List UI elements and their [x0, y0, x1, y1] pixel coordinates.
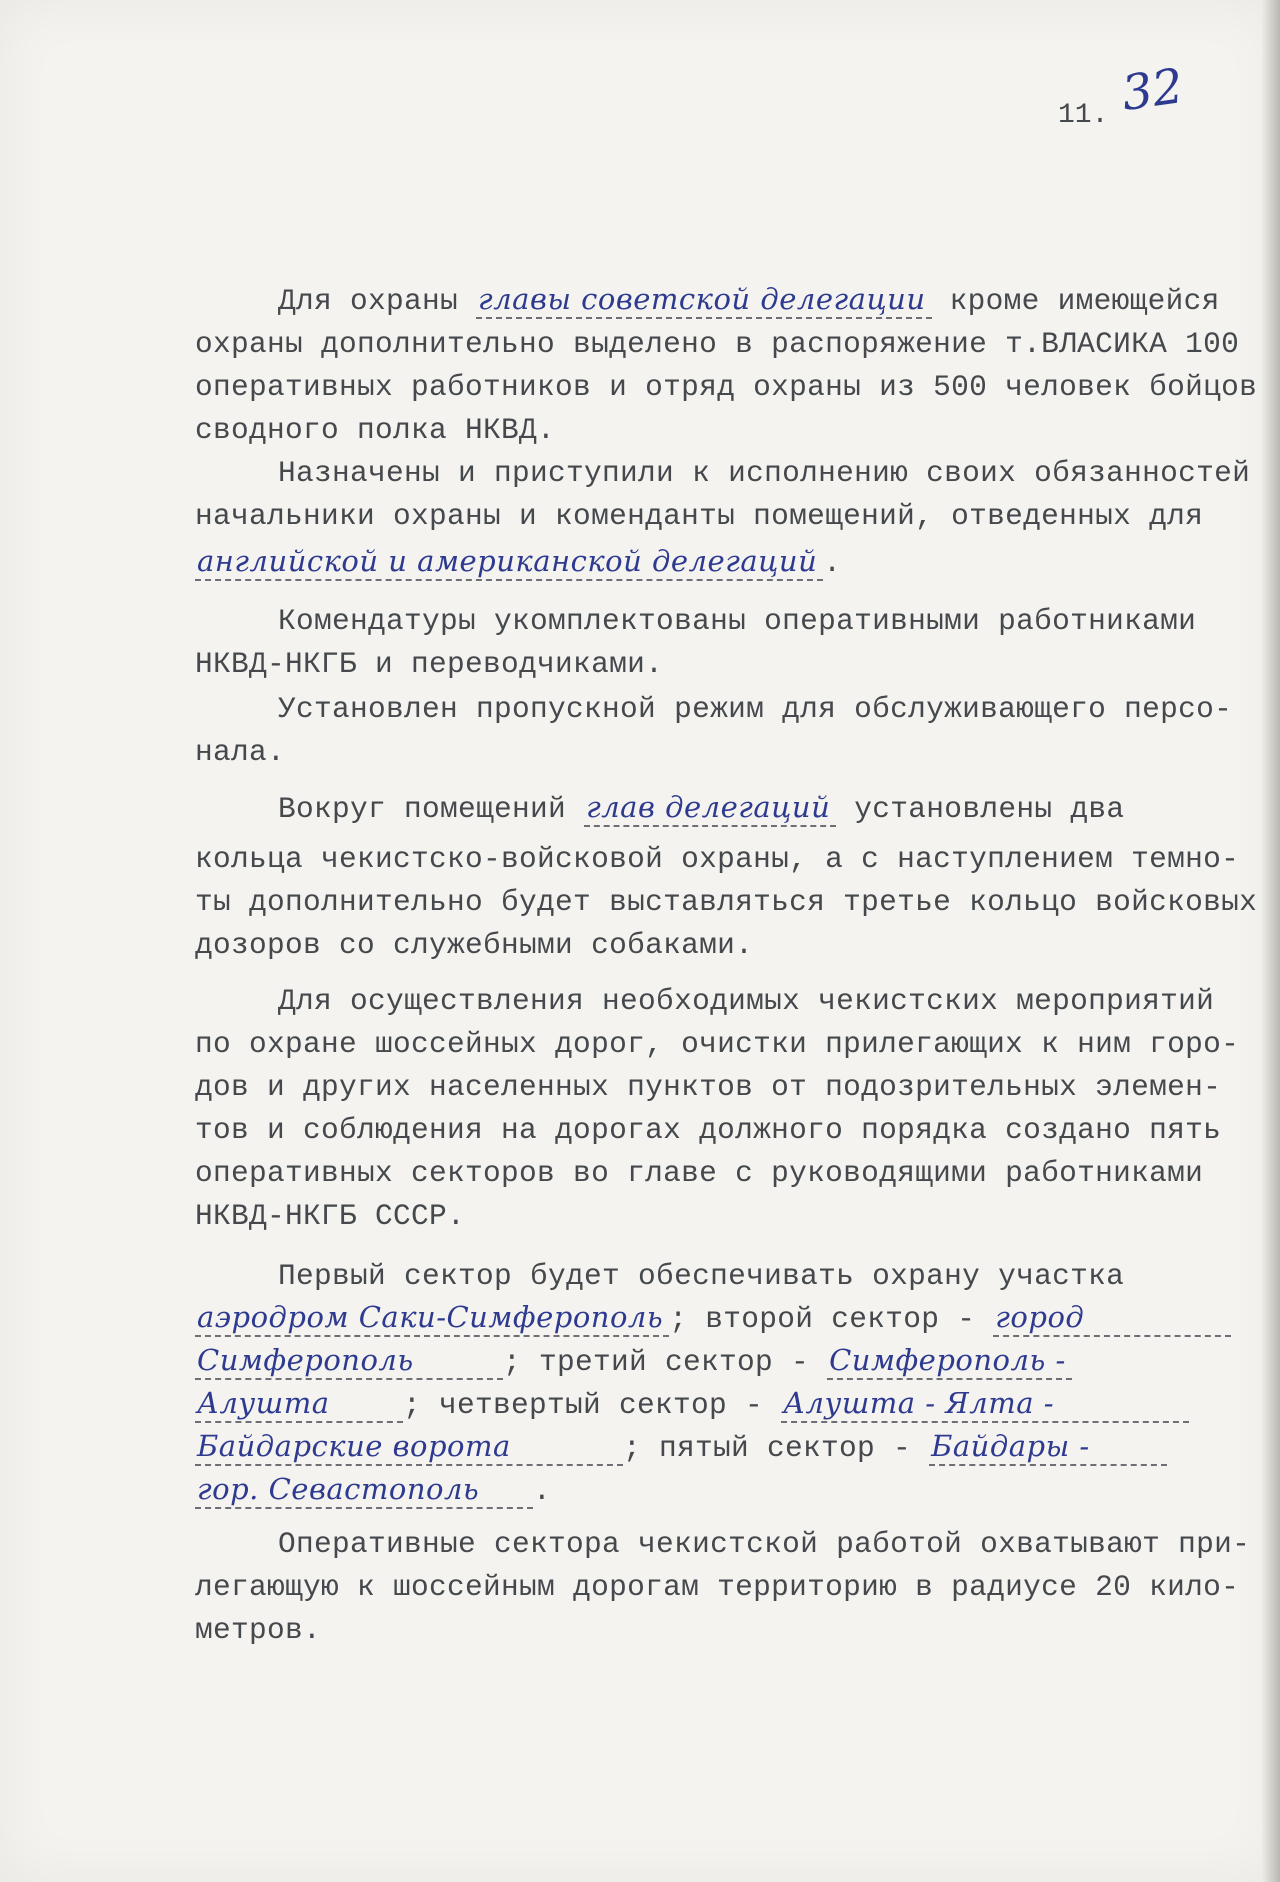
handwritten-insert: Симферополь -	[827, 1343, 1072, 1380]
text-line: легающую к шоссейным дорогам территорию в радиусе 20 кило-	[195, 1570, 1240, 1604]
text-line: Для охраны главы советской делегации кроме имеющейся	[278, 282, 1220, 318]
text-line: Установлен пропускной режим для обслуживающего персо-	[278, 692, 1233, 726]
handwritten-insert: гор. Севастополь	[195, 1472, 533, 1509]
text-line: НКВД-НКГБ СССР.	[195, 1199, 466, 1233]
text-line: метров.	[195, 1613, 322, 1647]
handwritten-insert: Симферополь	[195, 1343, 503, 1380]
page-number: 11.	[1058, 100, 1109, 131]
handwritten-insert: Байдарские ворота	[195, 1429, 623, 1466]
text-line: Для осуществления необходимых чекистских мероприятий	[278, 984, 1215, 1018]
text-line: английской и американской делегаций .	[197, 544, 842, 580]
text-line: Первый сектор будет обеспечивать охрану участка	[278, 1259, 1125, 1293]
handwritten-insert: Байдары -	[929, 1429, 1167, 1466]
text-line: тов и соблюдения на дорогах должного порядка создано пять	[195, 1113, 1222, 1147]
text-line: Назначены и приступили к исполнению своих обязанностей	[278, 456, 1251, 490]
text-line: нала.	[195, 735, 286, 769]
text-line: ты дополнительно будет выставляться третье кольцо войсковых	[195, 885, 1258, 919]
handwritten-insert: главы советской делегации	[476, 282, 932, 319]
text-line: дозоров со служебными собаками.	[195, 928, 754, 962]
text-line: по охране шоссейных дорог, очистки прилегающих к ним горо-	[195, 1027, 1240, 1061]
text-line: Оперативные сектора чекистской работой охватывают при-	[278, 1527, 1251, 1561]
handwritten-folio-number: 32	[1118, 58, 1187, 122]
handwritten-insert: глав делегаций	[584, 790, 836, 827]
text-line: кольца чекистско-войсковой охраны, а с наступлением темно-	[195, 842, 1240, 876]
text-line: Симферополь ; третий сектор - Симферополь -	[195, 1341, 1235, 1384]
handwritten-insert: английской и американской делегаций	[195, 544, 823, 581]
text-line: сводного полка НКВД.	[195, 413, 556, 447]
text-line: аэродром Саки-Симферополь ; второй сектор - город	[195, 1298, 1235, 1341]
text-line: Вокруг помещений глав делегаций установлены два	[278, 790, 1125, 826]
text-line: оперативных работников и отряд охраны из 500 человек бойцов	[195, 370, 1258, 404]
text-line: Байдарские ворота ; пятый сектор - Байдары -	[195, 1427, 1235, 1470]
text-line: начальники охраны и коменданты помещений, отведенных для	[195, 499, 1204, 533]
text-line: НКВД-НКГБ и переводчиками.	[195, 647, 664, 681]
text-line: дов и других населенных пунктов от подозрительных элемен-	[195, 1070, 1222, 1104]
handwritten-insert: город	[993, 1300, 1231, 1337]
handwritten-insert: аэродром Саки-Симферополь	[195, 1300, 669, 1337]
text-line: охраны дополнительно выделено в распоряжение т.ВЛАСИКА 100	[195, 327, 1240, 361]
text-line: гор. Севастополь .	[197, 1472, 552, 1508]
text-line: оперативных секторов во главе с руководящими работниками	[195, 1156, 1204, 1190]
handwritten-insert: Алушта	[195, 1386, 403, 1423]
handwritten-insert: Алушта - Ялта -	[781, 1386, 1189, 1423]
text-line: Комендатуры укомплектованы оперативными работниками	[278, 604, 1197, 638]
text-line: Алушта ; четвертый сектор - Алушта - Ялта -	[195, 1384, 1235, 1427]
